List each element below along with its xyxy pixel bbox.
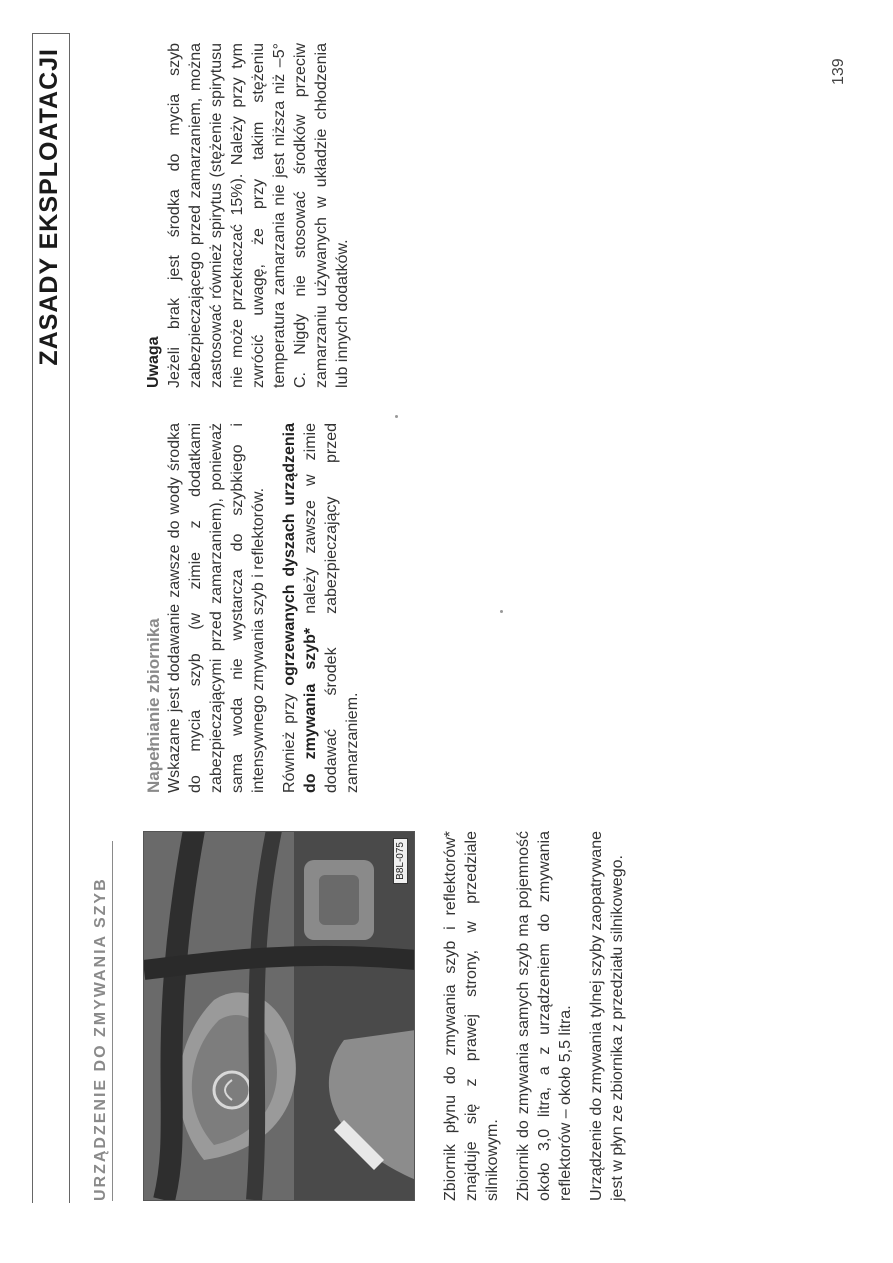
- figure-label: B8L-075: [393, 838, 408, 884]
- col1-paragraph-3: Urządzenie do zmywania tylnej szyby zaopatrywane jest w płyn ze zbiornika z przedziału silnikowego.: [588, 831, 626, 1201]
- speck: [500, 610, 503, 613]
- header-title: ZASADY EKSPLOATACJI: [35, 48, 63, 366]
- header-bar: [32, 33, 70, 1203]
- col2-heading: Napełnianie zbiornika: [144, 618, 163, 793]
- column-3: [143, 43, 363, 388]
- col2-p2-start: Również przy: [281, 685, 298, 793]
- col2-paragraph-1: Wskazane jest dodawanie zawsze do wody środka do mycia szyb (w zimie z dodatkami zabezpieczającymi przed zamarzaniem), ponieważ sama woda nie wystarcza do szybkiego i intensywnego zmywania szyb i reflektorów.: [166, 423, 267, 793]
- column-2: [143, 423, 373, 793]
- col2-paragraph-2: [279, 423, 363, 793]
- col3-paragraph-1: Jeżeli brak jest środka do mycia szyb zabezpieczającego przed zamarzaniem, można zastosować również spirytus (stężenie spirytusu nie może przekraczać 15%). Należy przy tym zwrócić uwagę, że przy takim stężeniu temperatura zamarzania nie jest niższa niż –5° C. Nigdy nie stosować środków przeciw zamarzaniu używanych w układzie chłodzenia lub innych dodatków.: [166, 43, 351, 388]
- col1-paragraph-2: Zbiornik do zmywania samych szyb ma pojemność około 3,0 litra, a z urządzeniem do zmywania reflektorów – około 5,5 litra.: [515, 831, 574, 1201]
- page-number: 139: [830, 58, 847, 85]
- column-1: [440, 831, 638, 1201]
- engine-bay-photo: [143, 831, 415, 1201]
- section-title: URZĄDZENIE DO ZMYWANIA SZYB: [92, 841, 113, 1201]
- col1-paragraph-1: Zbiornik płynu do zmywania szyb i reflektorów* znajduje się z prawej strony, w przedziale silnikowym.: [442, 831, 501, 1201]
- speck: [395, 415, 398, 418]
- col2-p2-end: należy zawsze w zimie dodawać środek zabezpieczający przed zamarzaniem.: [302, 423, 361, 793]
- col3-heading: Uwaga: [145, 336, 162, 388]
- col2-p2-bold: ogrzewanych dyszach urządzenia do zmywania szyb*: [281, 423, 319, 793]
- engine-bay-illustration: [144, 831, 415, 1200]
